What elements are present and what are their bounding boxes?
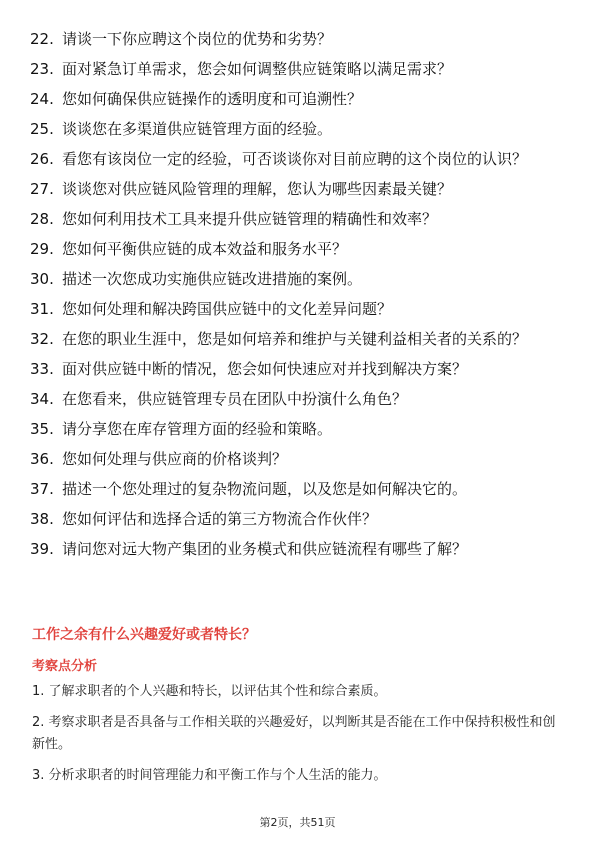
question-text: 您如何处理与供应商的价格谈判？	[62, 450, 288, 468]
question-number: 25.	[30, 120, 54, 138]
question-item	[30, 478, 570, 500]
question-text: 您如何利用技术工具来提升供应链管理的精确性和效率？	[62, 210, 438, 228]
question-text: 在您的职业生涯中，您是如何培养和维护与关键利益相关者的关系的？	[62, 330, 528, 348]
question-text: 描述一次您成功实施供应链改进措施的案例。	[62, 270, 363, 288]
question-number: 29.	[30, 240, 54, 258]
question-item	[30, 178, 570, 200]
question-item	[30, 58, 570, 80]
question-number: 27.	[30, 180, 54, 198]
question-item	[30, 328, 570, 350]
question-text: 谈谈您在多渠道供应链管理方面的经验。	[62, 120, 333, 138]
question-item	[30, 268, 570, 290]
question-text: 您如何平衡供应链的成本效益和服务水平？	[62, 240, 348, 258]
question-item	[30, 448, 570, 470]
question-number: 32.	[30, 330, 54, 348]
question-number: 37.	[30, 480, 54, 498]
question-number: 36.	[30, 450, 54, 468]
question-item	[30, 298, 570, 320]
question-item	[30, 418, 570, 440]
question-item	[30, 388, 570, 410]
page-footer: 第2页，共51页	[259, 816, 336, 829]
analysis-item: 2. 考察求职者是否具备与工作相关联的兴趣爱好，以判断其是否能在工作中保持积极性和创新性。	[32, 715, 556, 752]
question-number: 26.	[30, 150, 54, 168]
section-title: 工作之余有什么兴趣爱好或者特长？	[32, 627, 256, 643]
question-number: 22.	[30, 30, 54, 48]
question-item	[30, 538, 570, 560]
question-text: 描述一个您处理过的复杂物流问题，以及您是如何解决它的。	[62, 480, 468, 498]
question-text: 请谈一下你应聘这个岗位的优势和劣势？	[62, 30, 333, 48]
question-text: 谈谈您对供应链风险管理的理解，您认为哪些因素最关键？	[62, 180, 453, 198]
question-number: 24.	[30, 90, 54, 108]
question-text: 您如何处理和解决跨国供应链中的文化差异问题？	[62, 300, 393, 318]
question-item	[30, 508, 570, 530]
question-number: 28.	[30, 210, 54, 228]
question-item	[30, 208, 570, 230]
question-text: 面对紧急订单需求，您会如何调整供应链策略以满足需求？	[62, 60, 453, 78]
question-text: 在您看来，供应链管理专员在团队中扮演什么角色？	[62, 390, 408, 408]
question-number: 34.	[30, 390, 54, 408]
question-text: 看您有该岗位一定的经验，可否谈谈你对目前应聘的这个岗位的认识？	[62, 150, 528, 168]
question-number: 38.	[30, 510, 54, 528]
question-item	[30, 148, 570, 170]
question-item	[30, 118, 570, 140]
question-item	[30, 88, 570, 110]
question-number: 31.	[30, 300, 54, 318]
question-number: 39.	[30, 540, 54, 558]
analysis-title: 考察点分析	[32, 659, 98, 674]
question-text: 您如何评估和选择合适的第三方物流合作伙伴？	[62, 510, 378, 528]
question-item	[30, 28, 570, 50]
analysis-item: 1. 了解求职者的个人兴趣和特长，以评估其个性和综合素质。	[32, 684, 387, 699]
question-text: 您如何确保供应链操作的透明度和可追溯性？	[62, 90, 363, 108]
question-item	[30, 358, 570, 380]
analysis-list	[32, 681, 562, 796]
question-text: 请分享您在库存管理方面的经验和策略。	[62, 420, 333, 438]
question-number: 30.	[30, 270, 54, 288]
analysis-item: 3. 分析求职者的时间管理能力和平衡工作与个人生活的能力。	[32, 768, 387, 783]
question-number: 23.	[30, 60, 54, 78]
question-text: 面对供应链中断的情况，您会如何快速应对并找到解决方案？	[62, 360, 468, 378]
question-number: 33.	[30, 360, 54, 378]
question-list	[30, 28, 570, 568]
question-text: 请问您对远大物产集团的业务模式和供应链流程有哪些了解？	[62, 540, 468, 558]
question-item	[30, 238, 570, 260]
question-number: 35.	[30, 420, 54, 438]
